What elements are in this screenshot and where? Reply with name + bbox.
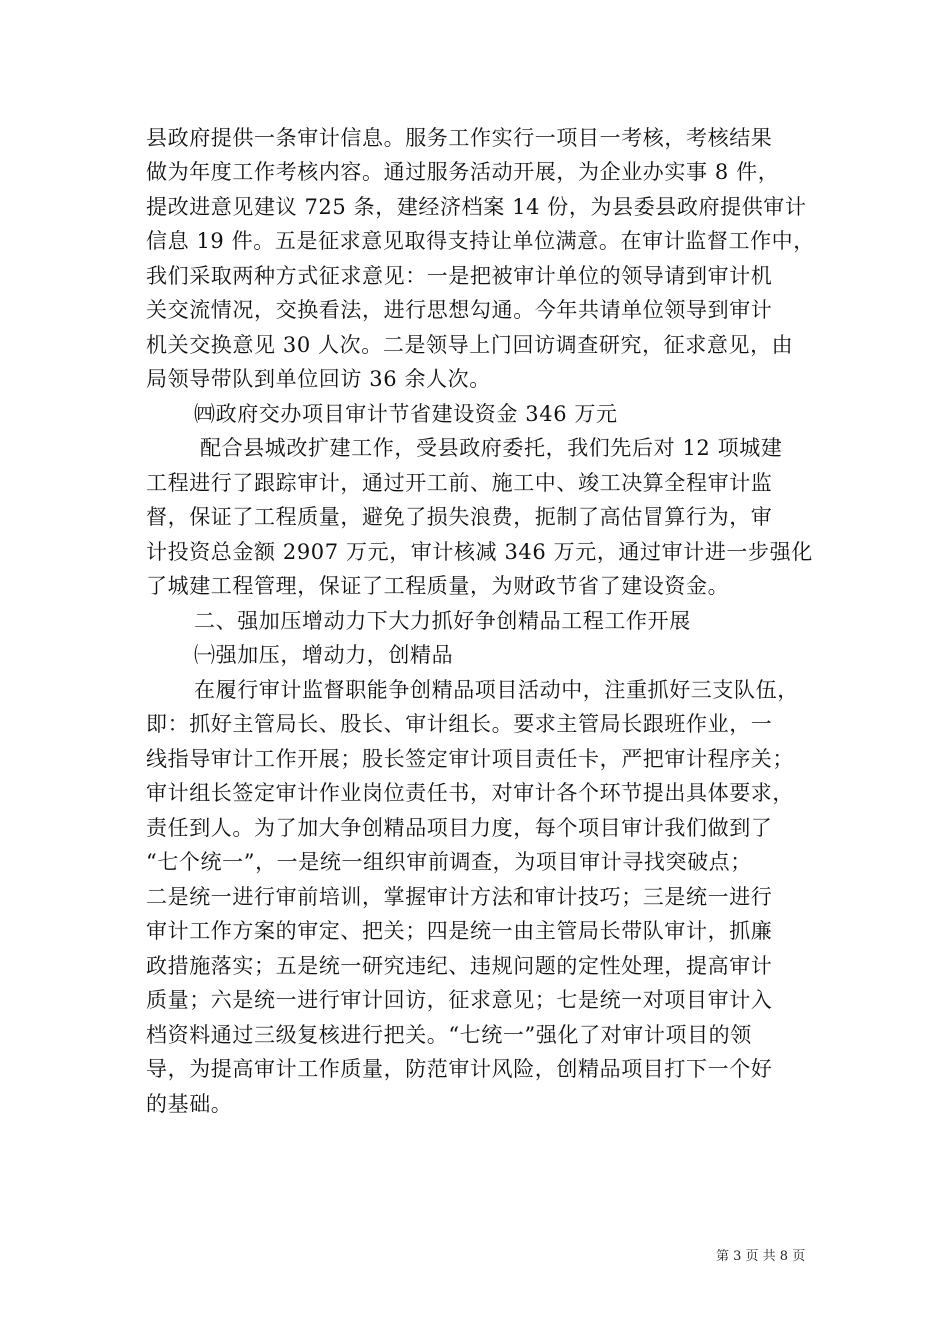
- section-heading: ㈣政府交办项目审计节省建设资金 346 万元: [194, 402, 618, 426]
- text-line: 计投资总金额 2907 万元，审计核减 346 万元，通过审计进一步强化: [146, 540, 813, 564]
- text-line: 了城建工程管理，保证了工程质量，为财政节省了建设资金。: [146, 574, 730, 598]
- text-line: 机关交换意见 30 人次。二是领导上门回访调查研究，征求意见，由: [146, 333, 794, 357]
- page-number-footer: 第 3 页 共 8 页: [716, 1249, 806, 1264]
- text-line: “七个统一”，一是统一组织审前调查，为项目审计寻找突破点；: [146, 850, 752, 874]
- text-line: 县政府提供一条审计信息。服务工作实行一项目一考核，考核结果: [146, 126, 773, 150]
- text-line: 审计工作方案的审定、把关；四是统一由主管局长带队审计，抓廉: [146, 919, 773, 943]
- text-line: 政措施落实；五是统一研究违纪、违规问题的定性处理，提高审计: [146, 954, 773, 978]
- text-line: 质量；六是统一进行审计回访，征求意见；七是统一对项目审计入: [146, 988, 773, 1012]
- text-line: 做为年度工作考核内容。通过服务活动开展，为企业办实事 8 件，: [146, 160, 780, 184]
- text-line: 工程进行了跟踪审计，通过开工前、施工中、竣工决算全程审计监: [146, 471, 773, 495]
- text-line: 即：抓好主管局长、股长、审计组长。要求主管局长跟班作业，一: [146, 712, 773, 736]
- text-line: 审计组长签定审计作业岗位责任书，对审计各个环节提出具体要求，: [146, 781, 794, 805]
- text-line: 导，为提高审计工作质量，防范审计风险，创精品项目打下一个好: [146, 1057, 773, 1081]
- text-line: 档资料通过三级复核进行把关。“七统一”强化了对审计项目的领: [146, 1023, 752, 1047]
- text-line: 信息 19 件。五是征求意见取得支持让单位满意。在审计监督工作中，: [146, 229, 815, 253]
- text-line: 督，保证了工程质量，避免了损失浪费，扼制了高估冒算行为，审: [146, 505, 773, 529]
- text-line: 二是统一进行审前培训，掌握审计方法和审计技巧；三是统一进行: [146, 885, 773, 909]
- text-line: 局领导带队到单位回访 36 余人次。: [146, 367, 491, 391]
- section-heading: 二、强加压增动力下大力抓好争创精品工程工作开展: [194, 609, 691, 633]
- sub-heading: ㈠强加压，增动力，创精品: [194, 643, 454, 667]
- text-line: 的基础。: [146, 1092, 233, 1116]
- text-line: 线指导审计工作开展；股长签定审计项目责任卡，严把审计程序关；: [146, 747, 794, 771]
- text-line: 在履行审计监督职能争创精品项目活动中，注重抓好三支队伍，: [194, 678, 799, 702]
- text-line: 我们采取两种方式征求意见：一是把被审计单位的领导请到审计机: [146, 264, 773, 288]
- text-line: 提改进意见建议 725 条，建经济档案 14 份，为县委县政府提供审计: [146, 195, 807, 219]
- text-line: 配合县城改扩建工作，受县政府委托，我们先后对 12 项城建: [200, 436, 783, 460]
- text-line: 责任到人。为了加大争创精品项目力度，每个项目审计我们做到了: [146, 816, 773, 840]
- text-line: 关交流情况，交换看法，进行思想勾通。今年共请单位领导到审计: [146, 298, 773, 322]
